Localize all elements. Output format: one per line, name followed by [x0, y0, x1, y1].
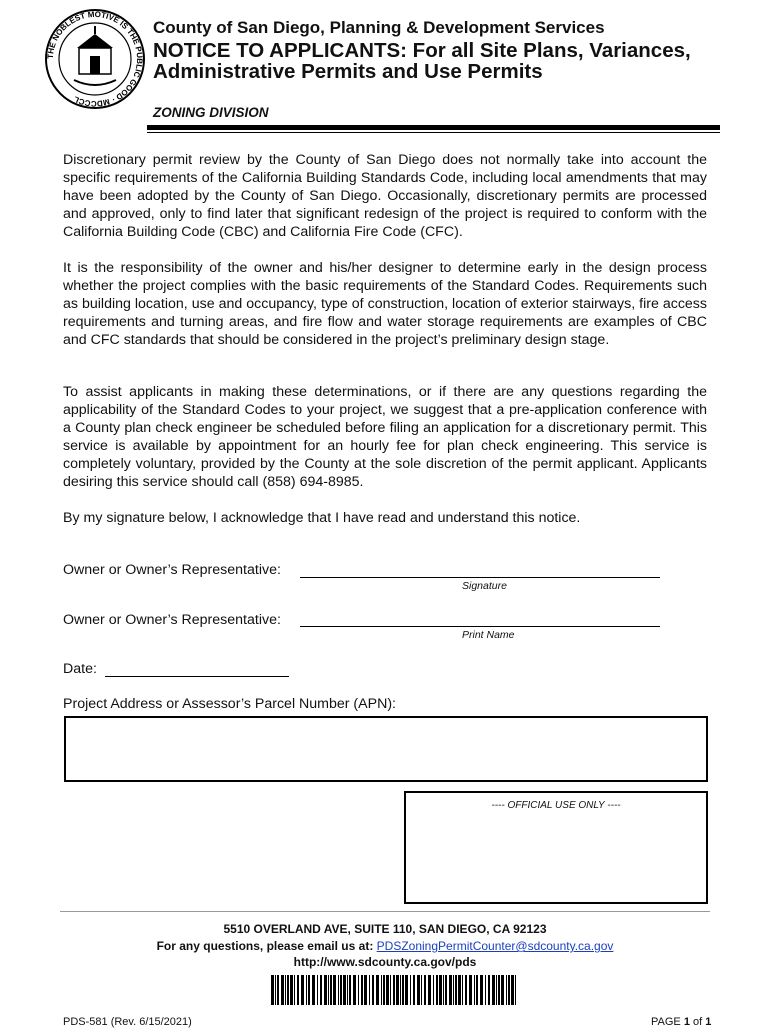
- header-rule-thick: [147, 125, 720, 130]
- page-number: [651, 1016, 711, 1028]
- footer-rule: [60, 911, 710, 912]
- paragraph-discretionary-review: Discretionary permit review by the County of San Diego does not normally take into account the specific requirements of the California Building Standards Code, including local amendments that may have been adopted by the County of San Diego. Occasionally, discretionary permits are processed and approved, only to find later that significant redesign of the project is required to conform with the California Building Code (CBC) and California Fire Code (CFC).: [63, 152, 707, 240]
- header-rule-thin: [147, 132, 720, 133]
- footer-email-prefix: For any questions, please email us at:: [156, 939, 377, 953]
- print-name-caption: Print Name: [462, 629, 515, 641]
- notice-title: NOTICE TO APPLICANTS: For all Site Plans, Variances, Administrative Permits and Use Permits: [153, 39, 691, 83]
- apn-input-box[interactable]: [64, 716, 708, 782]
- division-name: ZONING DIVISION: [153, 105, 269, 120]
- date-label: Date:: [63, 661, 97, 677]
- barcode: [271, 975, 518, 1005]
- page-current: 1: [683, 1016, 690, 1028]
- official-use-box: [404, 791, 708, 904]
- date-line[interactable]: [105, 676, 289, 677]
- email-link[interactable]: PDSZoningPermitCounter@sdcounty.ca.gov: [376, 939, 614, 953]
- print-name-line[interactable]: [300, 626, 660, 627]
- paragraph-owner-responsibility: It is the responsibility of the owner and his/her designer to determine early in the design process whether the project complies with the basic requirements of the Standard Codes. Requirements such as building location, use and occupancy, type of construction, location of exterior stairways, fire access requirements and turning areas, and fire flow and water storage requirements are examples of CBC and CFC standards that should be considered in the project’s preliminary design stage.: [63, 260, 707, 348]
- form-number: PDS-581 (Rev. 6/15/2021): [63, 1016, 192, 1028]
- page-of: of: [689, 1016, 706, 1028]
- page-prefix: PAGE: [651, 1016, 684, 1028]
- paragraph-acknowledgement: By my signature below, I acknowledge that I have read and understand this notice.: [63, 510, 581, 526]
- owner-print-name-label: Owner or Owner’s Representative:: [63, 612, 281, 628]
- footer-address: 5510 OVERLAND AVE, SUITE 110, SAN DIEGO, CA 92123: [223, 922, 547, 936]
- svg-text:THE NOBLEST MOTIVE IS THE PUBL: THE NOBLEST MOTIVE IS THE PUBLIC GOOD · MDCCCL: [45, 9, 145, 109]
- footer-website[interactable]: http://www.sdcounty.ca.gov/pds: [293, 955, 477, 969]
- owner-signature-label: Owner or Owner’s Representative:: [63, 562, 281, 578]
- signature-caption: Signature: [462, 580, 507, 592]
- apn-label: Project Address or Assessor’s Parcel Number (APN):: [63, 696, 396, 712]
- footer-email-line: [0, 939, 770, 953]
- agency-name: County of San Diego, Planning & Development Services: [153, 18, 605, 37]
- paragraph-pre-application: To assist applicants in making these determinations, or if there are any questions regarding the applicability of the Standard Codes to your project, we suggest that a pre-application conference with a County plan check engineer be scheduled before filing an application for a discretionary permit. This service is available by appointment for an hourly fee for plan check engineering. This service is completely voluntary, provided by the County at the sole discretion of the permit applicant. Applicants desiring this service should call (858) 694-8985.: [63, 384, 707, 490]
- signature-line[interactable]: [300, 577, 660, 578]
- county-seal-logo: [44, 8, 146, 110]
- page-total: 1: [705, 1016, 712, 1028]
- official-use-label: ---- OFFICIAL USE ONLY ----: [491, 800, 621, 811]
